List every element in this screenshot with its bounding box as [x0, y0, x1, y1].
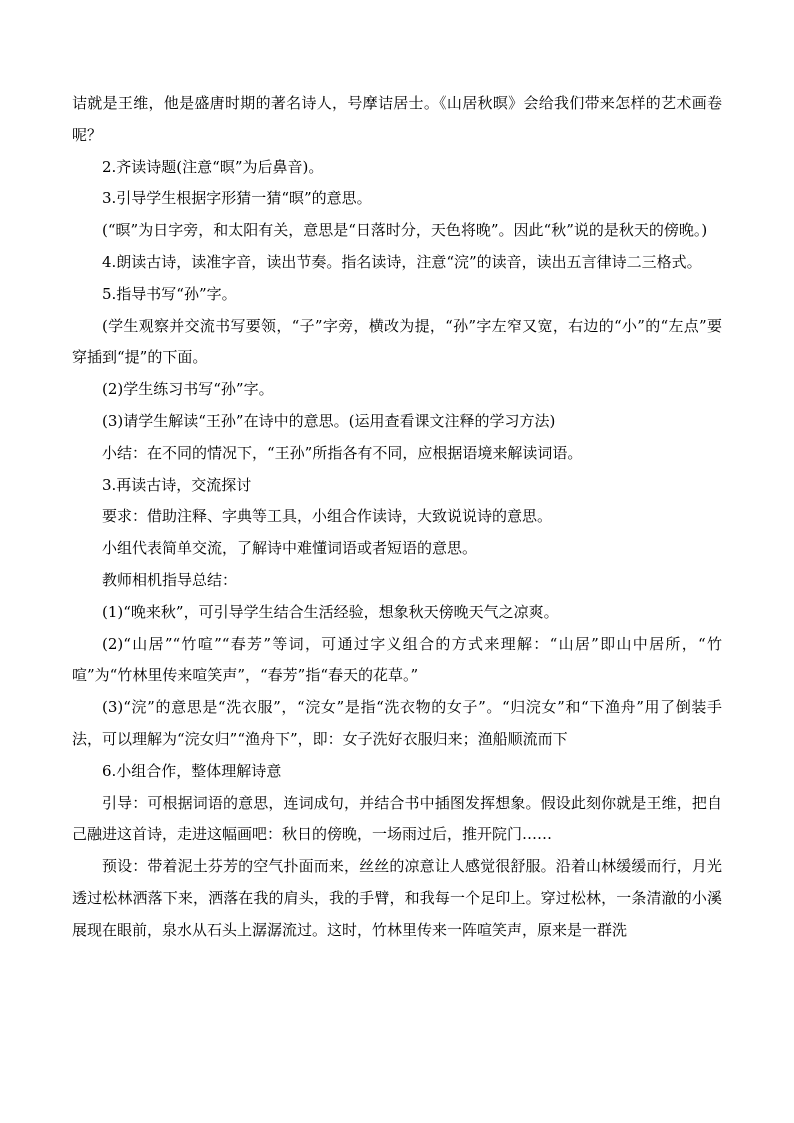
paragraph-writing-observe: (学生观察并交流书写要领，“子”字旁，横改为提，“孙”字左窄又宽，右边的“小”的“左点”要穿插到“提”的下面。	[72, 316, 722, 367]
paragraph-group-share: 小组代表简单交流，了解诗中难懂词语或者短语的意思。	[102, 539, 478, 558]
paragraph-guess-meaning: 3.引导学生根据字形猜一猜“暝”的意思。	[102, 189, 372, 208]
paragraph-writing-guide: 5.指导书写“孙”字。	[102, 284, 237, 303]
paragraph-reread-heading: 3.再读古诗，交流探讨	[102, 475, 252, 494]
paragraph-summary: 小结：在不同的情况下，“王孙”所指各有不同，应根据语境来解读词语。	[102, 443, 583, 462]
document-body	[72, 88, 722, 947]
paragraph-intro-continuation: 诘就是王维，他是盛唐时期的著名诗人，号摩诘居士。《山居秋暝》会给我们带来怎样的艺术画卷呢？	[72, 94, 722, 144]
paragraph-note-2: (2)“山居”“竹喧”“春芳”等词，可通过字义组合的方式来理解：“山居”即山中居所，“竹喧”为“竹林里传来喧笑声”，“春芳”指“春天的花草。”	[72, 634, 722, 685]
paragraph-read-title: 2.齐读诗题(注意“暝”为后鼻音)。	[102, 157, 324, 176]
paragraph-group-work-heading: 6.小组合作，整体理解诗意	[102, 761, 282, 780]
paragraph-requirement: 要求：借助注释、字典等工具，小组合作读诗，大致说说诗的意思。	[102, 507, 553, 526]
paragraph-note-1: (1)“晚来秋”，可引导学生结合生活经验，想象秋天傍晚天气之凉爽。	[102, 602, 559, 621]
paragraph-note-3: (3)“浣”的意思是“洗衣服”，“浣女”是指“洗衣物的女子”。“归浣女”和“下渔舟”用了倒装手法，可以理解为“浣女归”“渔舟下”，即：女子洗好衣服归来；渔船顺流而下	[72, 698, 722, 748]
paragraph-guidance: 引导：可根据词语的意思，连词成句，并结合书中插图发挥想象。假设此刻你就是王维，把自己融进这首诗，走进这幅画吧：秋日的傍晚，一场雨过后，推开院门……	[72, 793, 722, 844]
paragraph-teacher-summary: 教师相机指导总结：	[102, 570, 238, 589]
paragraph-ming-explanation: (“暝”为日字旁，和太阳有关，意思是“日落时分，天色将晚”。因此“秋”说的是秋天的傍晚。)	[102, 221, 708, 240]
paragraph-writing-practice: (2)学生练习书写“孙”字。	[102, 380, 274, 399]
paragraph-preset: 预设：带着泥土芬芳的空气扑面而来，丝丝的凉意让人感觉很舒服。沿着山林缓缓而行，月光透过松林洒落下来，洒落在我的肩头，我的手臂，和我每一个足印上。穿过松林，一条清澈的小溪展现在眼前，泉水从石头上潺潺流过。这时，竹林里传来一阵喧笑声，原来是一群洗	[72, 857, 722, 939]
paragraph-wangsun-meaning: (3)请学生解读“王孙”在诗中的意思。(运用查看课文注释的学习方法)	[102, 411, 556, 430]
paragraph-read-aloud: 4.朗读古诗，读准字音，读出节奏。指名读诗，注意“浣”的读音，读出五言律诗二三格式。	[102, 252, 702, 271]
